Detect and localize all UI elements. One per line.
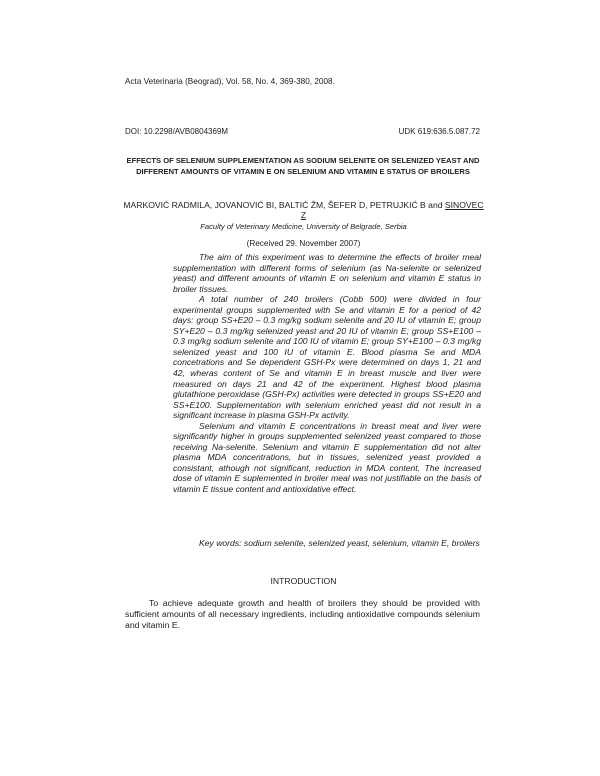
keywords: Key words: sodium selenite, selenized yeast, selenium, vitamin E, broilers xyxy=(199,538,480,548)
author-list xyxy=(122,200,485,220)
journal-citation: Acta Veterinaria (Beograd), Vol. 58, No. 4, 369-380, 2008. xyxy=(125,77,335,86)
abstract-paragraph-2: A total number of 240 broilers (Cobb 500) were divided in four experimental groups supplemented with Se and vitamin E for a period of 42 days: group SS+E20 – 0.3 mg/kg sodium selenite and 20 IU of vitamin E; group SY+E20 – 0.3 mg/kg selenized yeast and 20 IU of vitamin E; group SS+E100 – 0.3 mg/kg sodium selenite and 100 IU of vitamin E; group SY+E100 – 0.3 mg/kg selenized yeast and 100 IU of vitamin E. Blood plasma Se and MDA concetrations and Se dependent GSH-Px were determined on days 1, 21 and 42, wheras content of Se and vitamin E in breast muscle and liver were measured on days 21 and 42 of the experiment. Highest blood plasma glutathione peroxidase (GSH-Px) activities were detected in groups SS+E20 and SS+E100. Supplementation with selenium enriched yeast did not result in a significant increase in plasma GSH-Px activity. xyxy=(173,294,481,421)
introduction-paragraph: To achieve adequate growth and health of broilers they should be provided with sufficient amounts of all necessary ingredients, including antioxidative compounds selenium and vitamin E. xyxy=(125,598,480,630)
authors-main: MARKOVIĆ RADMILA, JOVANOVIĆ BI, BALTIĆ ŽM, ŠEFER D, PETRUJKIĆ B and xyxy=(123,200,443,210)
paper-title: EFFECTS OF SELENIUM SUPPLEMENTATION AS SODIUM SELENITE OR SELENIZED YEAST AND DIFFERENT AMOUNTS OF VITAMIN E ON SELENIUM AND VITAMIN E STATUS OF BROILERS xyxy=(126,156,480,176)
abstract xyxy=(173,252,481,495)
abstract-paragraph-3: Selenium and vitamin E concentrations in breast meat and liver were significantly higher in groups supplemented selenized yeast compared to those receiving Na-selenite. Selenium and vitamin E supplementation did not alter plasma MDA concentrations, but in tissues, selenized yeast provided a consistant, athough not significant, reduction in MDA content. The increased dose of vitamin E suplemented in broiler meal was not justifiable on the basis of vitamin E tissue content and antioxidative effect. xyxy=(173,420,481,495)
abstract-paragraph-1: The aim of this experiment was to determine the effects of broiler meal supplementation with different forms of selenium (as Na-selenite or selenized yeast) and different amounts of vitamin E on selenium and vitamin E status in broiler tissues. xyxy=(173,252,481,294)
received-date: (Received 29. November 2007) xyxy=(246,239,361,248)
doi-label: DOI: 10.2298/AVB0804369M xyxy=(125,127,229,136)
affiliation: Faculty of Veterinary Medicine, University of Belgrade, Serbia xyxy=(200,222,407,231)
udk-label: UDK 619:636.5.087.72 xyxy=(398,127,480,136)
section-heading-introduction: INTRODUCTION xyxy=(270,576,337,586)
corresponding-author: SINOVEC Z xyxy=(300,200,484,220)
